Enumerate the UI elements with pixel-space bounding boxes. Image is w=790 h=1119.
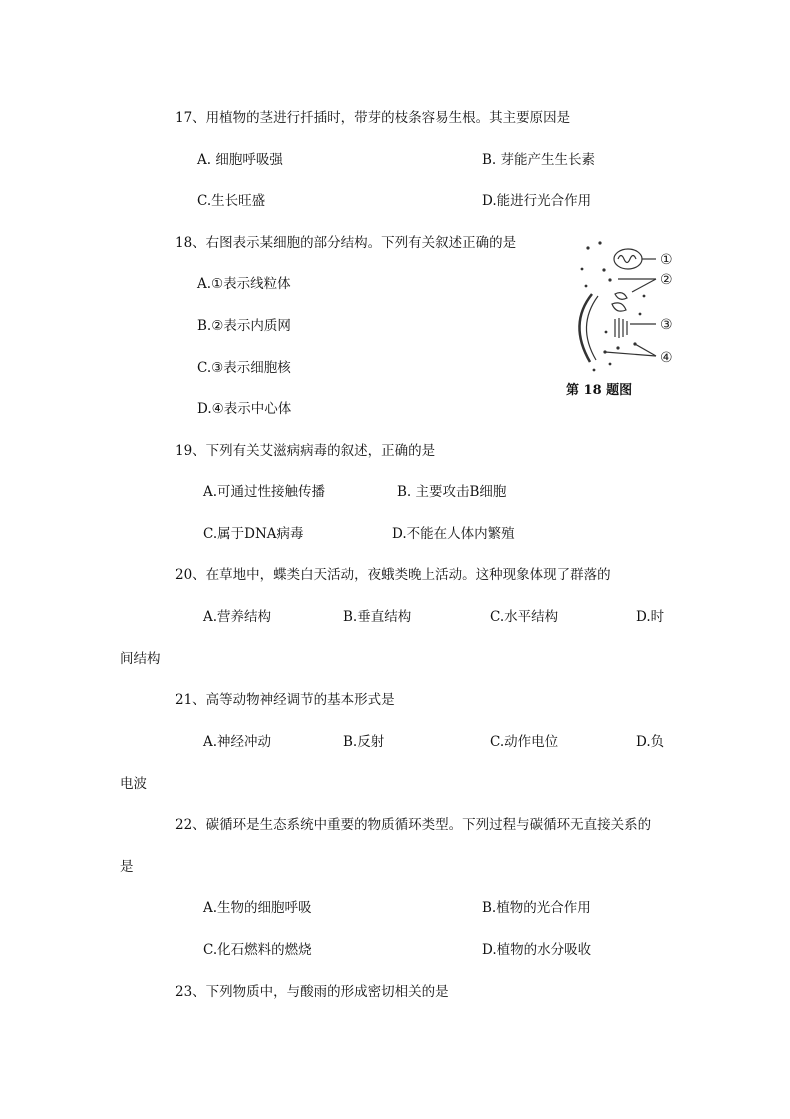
q19-option-d: D.不能在人体内繁殖 [392,526,515,542]
golgi-stack [615,318,627,338]
q18-option-c: C.③表示细胞核 [197,360,291,376]
q21-option-d-wrap: 电波 [120,776,147,792]
q21-option-c: C.动作电位 [490,734,559,750]
nuclear-envelope-inner [586,296,598,360]
figure-label-2: ② [660,272,673,288]
q22-option-d: D.植物的水分吸收 [482,942,592,958]
q20-option-d-wrap: 间结构 [120,651,161,667]
mitochondrion-cristae [618,256,636,263]
q18-option-a: A.①表示线粒体 [197,276,291,292]
q20-option-d: D.时 [636,609,665,625]
figure-caption: 第 18 题图 [566,383,633,398]
q21-option-d: D.负 [636,734,665,750]
q17-stem: 17、用植物的茎进行扦插时，带芽的枝条容易生根。其主要原因是 [175,110,571,126]
er-shape-2 [612,303,626,311]
q18-option-d: D.④表示中心体 [197,401,292,417]
figure-label-1: ① [660,252,673,268]
pointer-line-2b [632,279,656,292]
pointer-line-4a [605,352,656,356]
q21-option-a: A.神经冲动 [203,734,272,750]
q17-option-b: B. 芽能产生生长素 [482,152,596,168]
figure-label-3: ③ [660,317,673,333]
q23-stem: 23、下列物质中，与酸雨的形成密切相关的是 [175,984,449,1000]
q22-option-a: A.生物的细胞呼吸 [203,900,312,916]
q17-option-c: C.生长旺盛 [197,193,266,209]
q21-option-b: B.反射 [343,734,385,750]
q20-option-a: A.营养结构 [203,609,272,625]
q17-option-d: D.能进行光合作用 [482,193,592,209]
q20-option-c: C.水平结构 [490,609,559,625]
cell-structure-figure [560,234,680,404]
q17-option-a: A. 细胞呼吸强 [197,152,283,168]
q19-option-a: A.可通过性接触传播 [203,484,326,500]
q22-option-c: C.化石燃料的燃烧 [203,942,312,958]
q22-option-b: B.植物的光合作用 [482,900,591,916]
q22-stem-wrap: 是 [120,859,134,875]
q21-stem: 21、高等动物神经调节的基本形式是 [175,692,395,708]
figure-label-4: ④ [660,350,673,366]
q22-stem: 22、碳循环是生态系统中重要的物质循环类型。下列过程与碳循环无直接关系的 [175,817,652,833]
q19-option-c: C.属于DNA病毒 [203,526,304,542]
q19-option-b: B. 主要攻击B细胞 [397,484,507,500]
q19-stem: 19、下列有关艾滋病病毒的叙述，正确的是 [175,443,436,459]
q20-stem: 20、在草地中，蝶类白天活动，夜蛾类晚上活动。这种现象体现了群落的 [175,567,611,583]
q18-option-b: B.②表示内质网 [197,318,291,334]
er-shape-1 [615,293,627,300]
q20-option-b: B.垂直结构 [343,609,412,625]
q18-stem: 18、右图表示某细胞的部分结构。下列有关叙述正确的是 [175,235,517,251]
nuclear-envelope-outer [579,294,592,362]
